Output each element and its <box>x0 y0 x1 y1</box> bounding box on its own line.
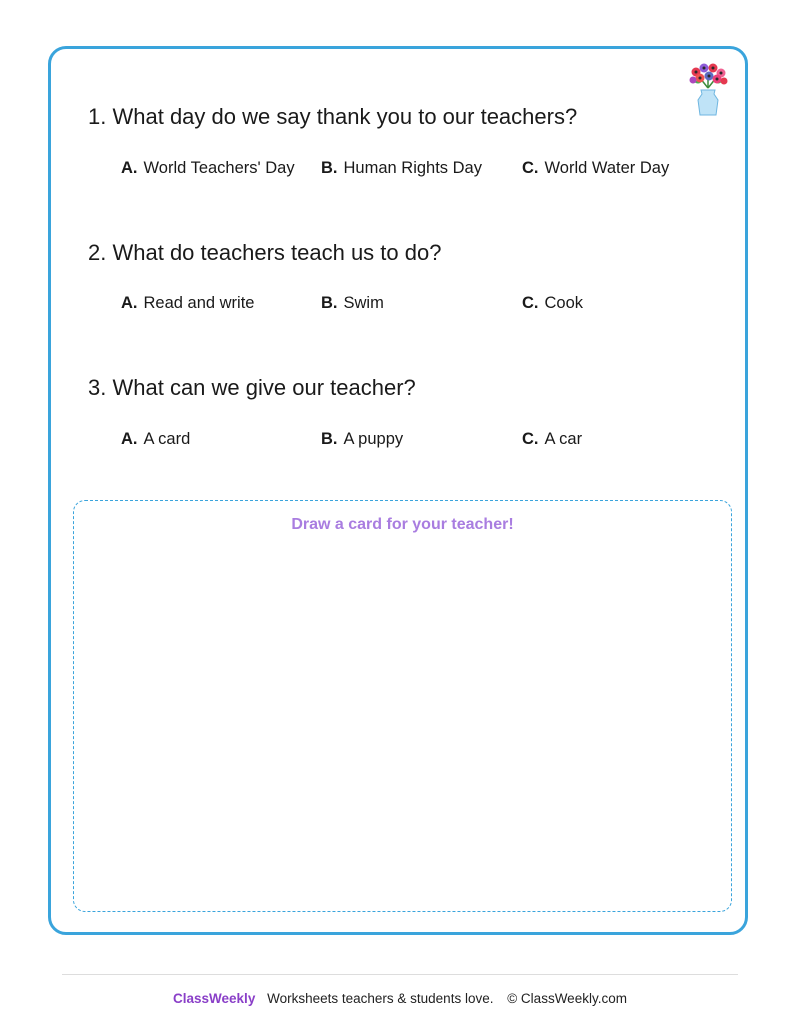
option-letter: C. <box>522 159 539 177</box>
drawing-area[interactable] <box>73 500 732 912</box>
option-text: Read and write <box>143 294 255 312</box>
option-letter: B. <box>321 294 338 312</box>
footer-tagline: Worksheets teachers & students love. <box>267 991 494 1006</box>
question-text: What do teachers teach us to do? <box>112 240 442 265</box>
option-text: World Water Day <box>544 159 670 177</box>
option-letter: B. <box>321 159 338 177</box>
option-letter: A. <box>121 430 138 448</box>
option-text: Human Rights Day <box>343 159 482 177</box>
option-letter: C. <box>522 294 539 312</box>
option-b[interactable] <box>321 294 384 313</box>
option-letter: C. <box>522 430 539 448</box>
option-a[interactable] <box>121 430 190 449</box>
question-3 <box>88 375 416 401</box>
option-text: A card <box>143 430 191 448</box>
option-letter: A. <box>121 159 138 177</box>
footer-copyright: © ClassWeekly.com <box>507 991 627 1006</box>
question-1-options <box>121 159 721 181</box>
question-number: 3. <box>88 375 107 400</box>
option-letter: A. <box>121 294 138 312</box>
option-text: Cook <box>544 294 584 312</box>
option-text: World Teachers' Day <box>143 159 295 177</box>
question-number: 2. <box>88 240 107 265</box>
question-text: What day do we say thank you to our teachers? <box>112 104 578 129</box>
question-text: What can we give our teacher? <box>112 375 416 400</box>
footer-brand: ClassWeekly <box>173 991 256 1006</box>
question-2-options <box>121 294 721 316</box>
footer-divider <box>62 974 738 975</box>
option-a[interactable] <box>121 294 254 313</box>
option-c[interactable] <box>522 159 669 178</box>
question-2 <box>88 240 441 266</box>
option-text: A car <box>544 430 583 448</box>
option-text: Swim <box>343 294 384 312</box>
footer <box>0 991 800 1006</box>
question-number: 1. <box>88 104 107 129</box>
option-letter: B. <box>321 430 338 448</box>
option-c[interactable] <box>522 430 582 449</box>
option-text: A puppy <box>343 430 404 448</box>
drawing-prompt: Draw a card for your teacher! <box>291 516 514 533</box>
option-a[interactable] <box>121 159 295 178</box>
option-b[interactable] <box>321 159 482 178</box>
flower-vase-icon <box>686 60 730 116</box>
question-1 <box>88 104 577 130</box>
option-c[interactable] <box>522 294 583 313</box>
question-3-options <box>121 430 721 452</box>
option-b[interactable] <box>321 430 403 449</box>
